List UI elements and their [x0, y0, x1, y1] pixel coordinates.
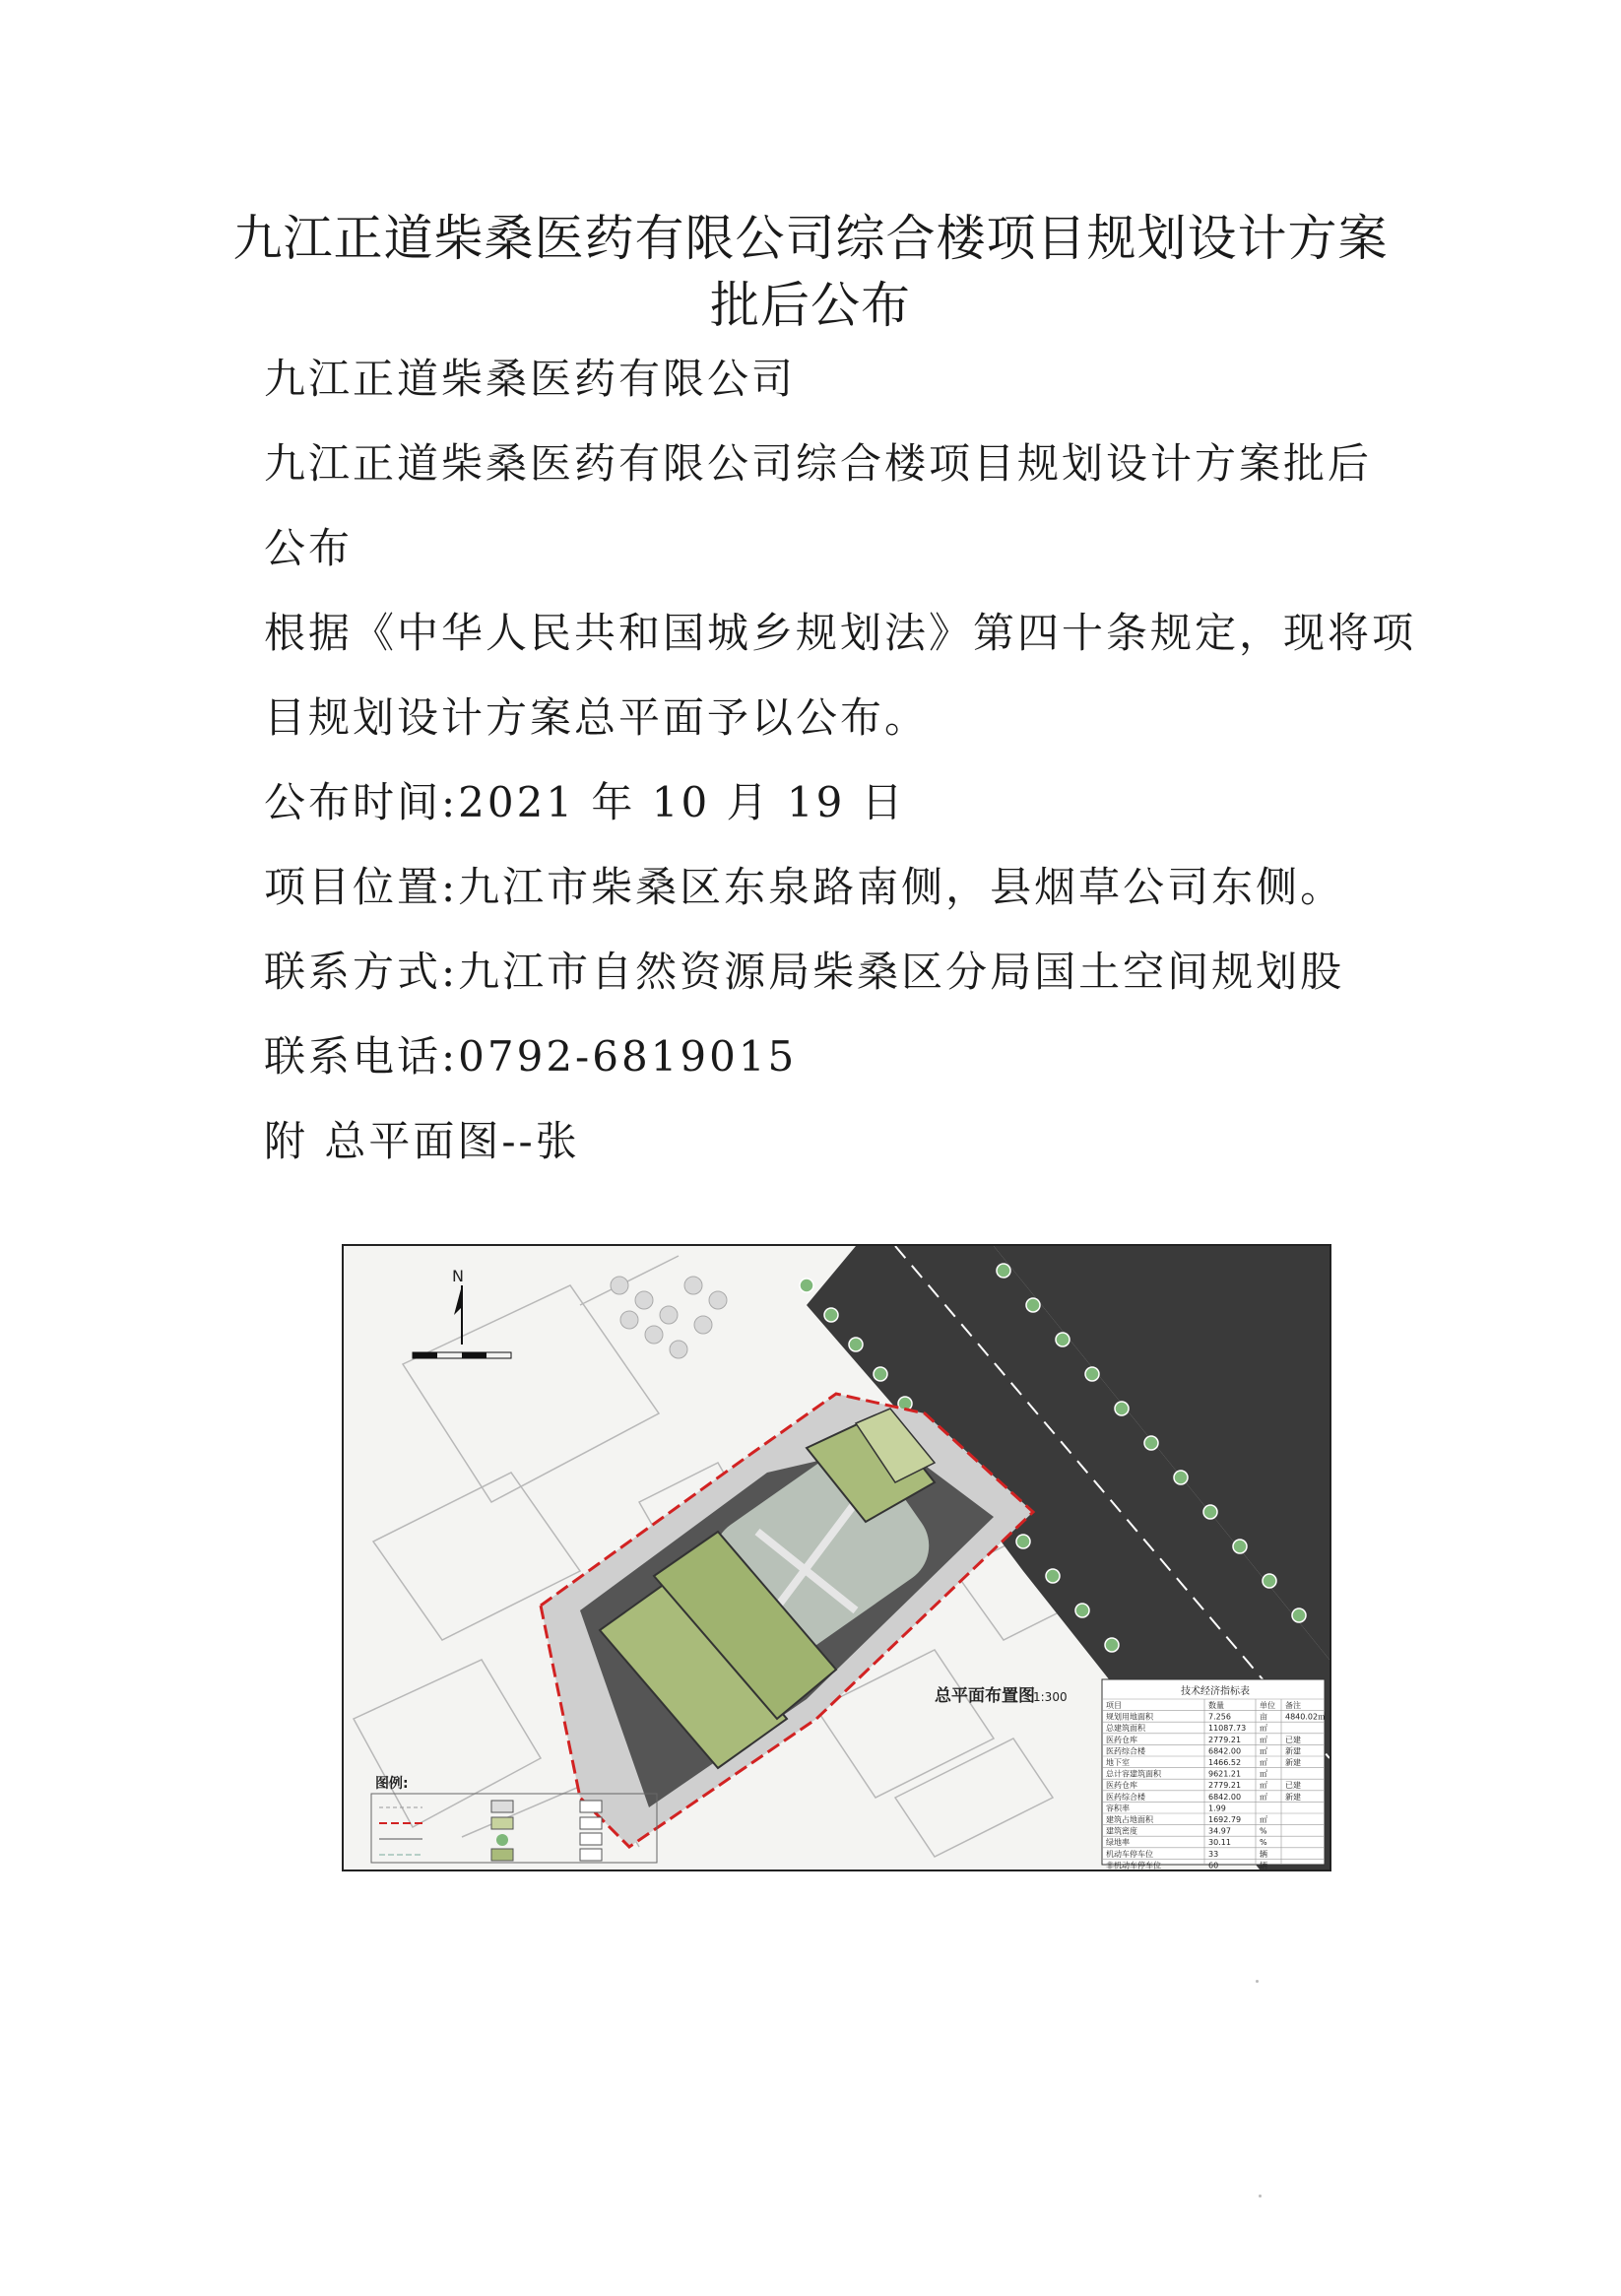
north-label: N [452, 1267, 464, 1285]
table-cell: 地下室 [1106, 1758, 1130, 1767]
north-arrow [452, 1267, 464, 1345]
table-cell: 30.11 [1208, 1838, 1231, 1848]
table-cell: 建筑密度 [1106, 1826, 1137, 1836]
table-cell: 医药仓库 [1106, 1735, 1137, 1744]
table-cell: 1692.79 [1208, 1815, 1242, 1824]
table-cell: ㎡ [1260, 1815, 1267, 1824]
basis-line1: 根据《中华人民共和国城乡规划法》第四十条规定，现将项 [264, 609, 1417, 657]
table-cell: 9621.21 [1208, 1769, 1242, 1779]
table-cell: 新建 [1285, 1746, 1301, 1756]
table-cell: 辆 [1260, 1861, 1267, 1870]
table-cell: 非机动车停车位 [1106, 1861, 1161, 1870]
table-cell: ㎡ [1260, 1769, 1267, 1779]
project-location: 项目位置:九江市柴桑区东泉路南侧，县烟草公司东侧。 [264, 863, 1345, 911]
subject-line2: 公布 [264, 524, 354, 572]
tech-table-title: 技术经济指标表 [1181, 1686, 1250, 1697]
table-cell: % [1260, 1838, 1267, 1848]
table-cell: 6842.00 [1208, 1792, 1242, 1802]
table-cell: ㎡ [1260, 1724, 1267, 1734]
table-cell: 总计容建筑面积 [1106, 1769, 1161, 1779]
site-plan-drawing [344, 1246, 1329, 1870]
table-cell: ㎡ [1260, 1792, 1267, 1802]
plan-title: 总平面布置图 [935, 1686, 1035, 1706]
table-cell: 医药综合楼 [1106, 1792, 1145, 1802]
basis-line2: 目规划设计方案总平面予以公布。 [264, 693, 930, 742]
table-cell: ㎡ [1260, 1735, 1267, 1744]
table-cell: 辆 [1260, 1849, 1267, 1859]
table-cell: 新建 [1285, 1792, 1301, 1802]
tech-table [1102, 1679, 1326, 1870]
contact-info: 联系方式:九江市自然资源局柴桑区分局国土空间规划股 [264, 948, 1345, 996]
scan-artifact [1259, 2195, 1262, 2198]
table-cell: 11087.73 [1208, 1724, 1247, 1734]
tree-cluster [611, 1277, 727, 1358]
company-name: 九江正道柴桑医药有限公司 [264, 355, 797, 403]
contact-phone: 联系电话:0792-6819015 [264, 1032, 798, 1081]
attachment-note: 附 总平面图--张 [264, 1117, 580, 1165]
document-title-line2: 批后公布 [710, 277, 911, 334]
table-cell: 2779.21 [1208, 1781, 1242, 1791]
table-cell: 医药综合楼 [1106, 1746, 1145, 1756]
table-cell: 规划用地面积 [1106, 1712, 1153, 1722]
scan-artifact [1256, 1980, 1259, 1983]
publish-time: 公布时间:2021 年 10 月 19 日 [264, 778, 906, 826]
table-cell: 6842.00 [1208, 1746, 1242, 1756]
table-cell: 绿地率 [1106, 1838, 1130, 1848]
table-cell: 医药仓库 [1106, 1781, 1137, 1791]
table-header-cell: 项目 [1106, 1701, 1122, 1710]
table-cell: ㎡ [1260, 1746, 1267, 1756]
table-cell: 建筑占地面积 [1106, 1815, 1153, 1824]
legend-title: 图例: [375, 1776, 409, 1792]
table-cell: 亩 [1260, 1712, 1267, 1722]
table-cell: 2779.21 [1208, 1735, 1242, 1744]
table-cell: 33 [1208, 1849, 1219, 1859]
table-cell: 已建 [1285, 1781, 1301, 1791]
table-cell: ㎡ [1260, 1781, 1267, 1791]
table-cell: % [1260, 1826, 1267, 1836]
site-plan-figure [342, 1244, 1331, 1871]
plan-scale: 1:300 [1033, 1690, 1068, 1704]
table-cell: 7.256 [1208, 1712, 1231, 1722]
table-cell: 1466.52 [1208, 1758, 1242, 1767]
subject-line1: 九江正道柴桑医药有限公司综合楼项目规划设计方案批后 [264, 439, 1373, 488]
table-cell: 已建 [1285, 1735, 1301, 1744]
table-cell: 总建筑面积 [1106, 1724, 1145, 1734]
table-cell: 机动车停车位 [1106, 1849, 1153, 1859]
document-title-line1: 九江正道柴桑医药有限公司综合楼项目规划设计方案 [232, 210, 1389, 267]
table-cell: 34.97 [1208, 1826, 1231, 1836]
table-header-cell: 数量 [1208, 1701, 1224, 1710]
table-cell: 4840.02㎡ [1285, 1712, 1327, 1722]
table-cell: ㎡ [1260, 1758, 1267, 1767]
table-header-cell: 单位 [1260, 1701, 1275, 1710]
scale-bar [413, 1352, 511, 1358]
table-cell: 60 [1208, 1861, 1219, 1870]
table-cell: 1.99 [1208, 1804, 1226, 1813]
table-cell: 容积率 [1106, 1804, 1130, 1813]
table-header-cell: 备注 [1285, 1701, 1301, 1710]
table-cell: 新建 [1285, 1758, 1301, 1767]
